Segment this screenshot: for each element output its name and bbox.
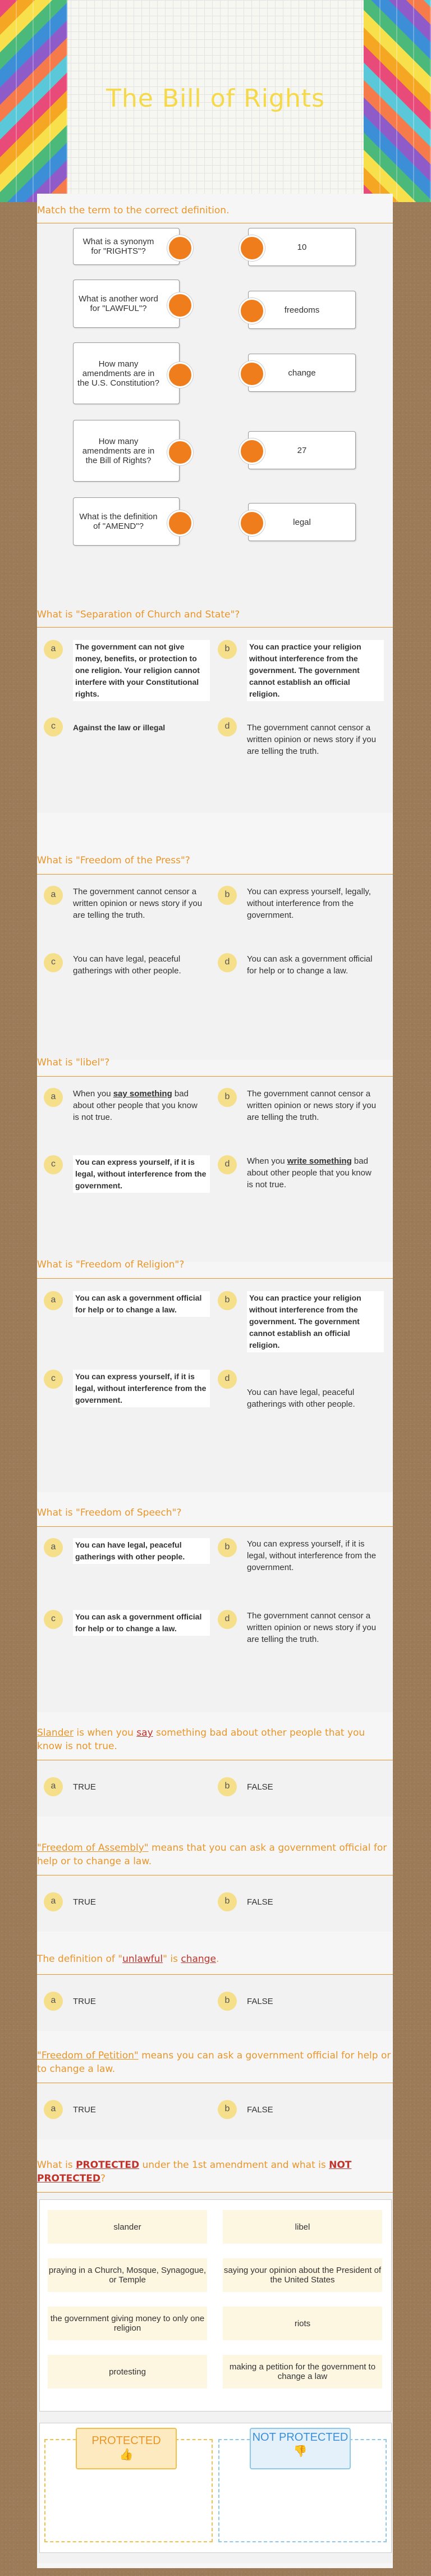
sort-item[interactable]: praying in a Church, Mosque, Synagogue, or Temple — [48, 2258, 207, 2292]
tf2-title — [37, 1841, 393, 1868]
sort-item[interactable]: saying your opinion about the President of the United States — [223, 2258, 382, 2292]
sort-box — [37, 2192, 393, 2563]
option-emphasis: say something — [113, 1089, 172, 1099]
option-text: The government cannot censor a written opinion or news story if you are telling the truth. — [247, 1089, 377, 1122]
option-text: You can express yourself, if it is legal, without interference from the government. — [73, 1155, 210, 1193]
tf3-option-true[interactable] — [44, 1992, 207, 2014]
match-right-1[interactable]: 10 — [248, 228, 356, 266]
match-handle-right-5[interactable] — [239, 510, 265, 536]
option-text: You can express yourself, legally, without interference from the government. — [247, 887, 371, 920]
q4-box — [37, 1278, 393, 1492]
protected-label-text: PROTECTED — [91, 2435, 161, 2447]
option-badge: a — [44, 886, 63, 905]
tf1-box — [37, 1760, 393, 1817]
match-handle-left-5[interactable] — [167, 510, 193, 536]
option-badge: b — [218, 886, 237, 905]
match-right-5[interactable]: legal — [248, 503, 356, 541]
option-text — [73, 1088, 205, 1123]
option-badge: c — [44, 1155, 63, 1174]
option-text: FALSE — [247, 1782, 273, 1792]
option-text: The government cannot censor a written opinion or news story if you are telling the truth. — [73, 887, 203, 920]
option-text: You can practice your religion without interference from the government. The government cannot establish an official religion. — [247, 1291, 384, 1352]
option-text: TRUE — [73, 2105, 96, 2115]
option-text: You can practice your religion without interference from the government. The government cannot establish an official religion. — [247, 640, 384, 701]
q3-title: What is "libel"? — [37, 1057, 110, 1068]
match-handle-right-2[interactable] — [239, 298, 265, 324]
tf2-term: "Freedom of Assembly" — [37, 1842, 149, 1854]
not-protected-label — [250, 2428, 351, 2469]
tf3-text: " is — [163, 1953, 181, 1965]
match-left-4[interactable]: How many amendments are in the Bill of Rights? — [73, 420, 180, 482]
tf3-text: The definition of " — [37, 1953, 123, 1965]
option-badge: b — [218, 1291, 237, 1310]
option-text: FALSE — [247, 1897, 273, 1907]
tf2-text: means that you can ask a government official for help or to change a law. — [37, 1842, 387, 1867]
option-badge: b — [218, 1892, 237, 1911]
thumbs-up-icon: 👍 — [119, 2449, 134, 2461]
sort-items-area — [39, 2199, 392, 2412]
option-text: TRUE — [73, 1897, 96, 1907]
not-protected-label-text: NOT PROTECTED — [252, 2431, 349, 2444]
tf3-term: unlawful — [122, 1953, 163, 1965]
sort-item[interactable]: making a petition for the government to change a law — [223, 2355, 382, 2389]
option-text: The government cannot censor a written opinion or news story if you are telling the truth. — [247, 723, 377, 756]
content-panel — [37, 194, 393, 2568]
option-badge: d — [218, 1370, 237, 1389]
option-text: You can express yourself, if it is legal, without interference from the government. — [247, 1539, 377, 1572]
option-badge: b — [218, 1992, 237, 2011]
match-right-4[interactable]: 27 — [248, 431, 356, 469]
match-left-3[interactable]: How many amendments are in the U.S. Constitution? — [73, 342, 180, 404]
match-area — [37, 223, 393, 628]
option-badge: a — [44, 1892, 63, 1911]
tf3-text: . — [216, 1953, 219, 1965]
option-badge: c — [44, 953, 63, 972]
option-text: TRUE — [73, 1997, 96, 2006]
match-right-2[interactable]: freedoms — [248, 291, 356, 329]
option-badge: d — [218, 1155, 237, 1174]
thumbs-down-icon: 👎 — [293, 2445, 308, 2458]
tf2-option-true[interactable] — [44, 1892, 207, 1915]
option-badge: a — [44, 2100, 63, 2119]
option-text — [247, 1155, 379, 1191]
q1-box — [37, 627, 393, 813]
option-text: The government can not give money, benefits, or protection to one religion. Your religion cannot interfere with your Constitutional rights. — [73, 640, 210, 701]
option-badge: c — [44, 1370, 63, 1389]
header-banner — [0, 0, 431, 202]
tf1-text: something bad about other people that you know is not true. — [37, 1727, 365, 1752]
option-badge: b — [218, 640, 237, 659]
q2-box — [37, 874, 393, 1060]
option-badge: d — [218, 953, 237, 972]
sort-item[interactable]: libel — [223, 2210, 382, 2244]
tf3-emphasis: change — [181, 1953, 216, 1965]
match-prompt: Match the term to the correct definition. — [37, 205, 230, 216]
option-text: You can have legal, peaceful gatherings with other people. — [73, 954, 181, 976]
match-left-2[interactable]: What is another word for "LAWFUL"? — [73, 280, 180, 328]
tf3-option-false[interactable] — [218, 1992, 380, 2014]
tf1-emphasis: say — [136, 1727, 153, 1738]
option-badge: d — [218, 1610, 237, 1629]
match-handle-right-1[interactable] — [239, 235, 265, 261]
option-badge: c — [44, 1610, 63, 1629]
sort-item[interactable]: slander — [48, 2210, 207, 2244]
tf1-text: is when you — [73, 1727, 137, 1738]
tf4-title — [37, 2049, 393, 2076]
tf1-option-false[interactable] — [218, 1777, 380, 1800]
option-badge: a — [44, 1992, 63, 2011]
sort-title — [37, 2158, 393, 2185]
match-handle-right-3[interactable] — [239, 361, 265, 387]
tf4-box — [37, 2083, 393, 2139]
q3-box — [37, 1076, 393, 1262]
option-text: You can ask a government official for help or to change a law. — [73, 1610, 210, 1636]
match-handle-left-1[interactable] — [167, 235, 193, 261]
tf4-text: means you can ask a government official for help or to change a law. — [37, 2050, 391, 2075]
option-text: FALSE — [247, 2105, 273, 2115]
q2-title: What is "Freedom of the Press"? — [37, 855, 190, 866]
option-text: Against the law or illegal — [73, 723, 166, 732]
option-text: You can have legal, peaceful gatherings with other people. — [247, 1388, 355, 1409]
tf1-term: Slander — [37, 1727, 74, 1738]
option-text: You can express yourself, if it is legal, without interference from the government. — [73, 1370, 210, 1407]
q5-box — [37, 1526, 393, 1712]
match-handle-left-4[interactable] — [167, 440, 193, 465]
sort-text: ? — [100, 2173, 106, 2184]
option-badge: b — [218, 1088, 237, 1107]
option-badge: b — [218, 2100, 237, 2119]
q1-title: What is "Separation of Church and State"? — [37, 609, 240, 620]
option-badge: a — [44, 1777, 63, 1796]
tf3-box — [37, 1974, 393, 2031]
sort-text: What is — [37, 2159, 76, 2171]
match-right-3[interactable]: change — [248, 354, 356, 392]
option-text-part: When you — [247, 1156, 287, 1166]
option-badge: b — [218, 1538, 237, 1557]
tf1-option-true[interactable] — [44, 1777, 207, 1800]
option-badge: c — [44, 717, 63, 736]
option-badge: b — [218, 1777, 237, 1796]
match-left-5[interactable]: What is the definition of "AMEND"? — [73, 497, 180, 546]
tf2-option-false[interactable] — [218, 1892, 380, 1915]
match-handle-right-4[interactable] — [239, 438, 265, 464]
tf1-title — [37, 1726, 393, 1753]
sort-item[interactable]: the government giving money to only one religion — [48, 2307, 207, 2340]
sort-emphasis: PROTECTED — [76, 2159, 140, 2171]
option-badge: a — [44, 1088, 63, 1107]
sort-text: under the 1st amendment and what is — [139, 2159, 329, 2171]
sort-item[interactable]: riots — [223, 2307, 382, 2340]
match-handle-left-3[interactable] — [167, 362, 193, 388]
sort-emphasis: NOT PROTECTED — [37, 2159, 352, 2184]
option-badge: a — [44, 640, 63, 659]
option-emphasis: write something — [287, 1156, 352, 1166]
option-text: The government cannot censor a written opinion or news story if you are telling the truth. — [247, 1611, 377, 1644]
sort-item[interactable]: protesting — [48, 2355, 207, 2389]
option-text-part: bad about other people that you know is not true. — [247, 1156, 372, 1189]
q5-title: What is "Freedom of Speech"? — [37, 1507, 182, 1518]
option-text: You can have legal, peaceful gatherings with other people. — [73, 1538, 210, 1564]
page-title: The Bill of Rights — [106, 84, 325, 113]
tf3-title — [37, 1953, 393, 1965]
sort-drop-row — [39, 2423, 392, 2553]
option-text: FALSE — [247, 1997, 273, 2006]
tf4-option-true[interactable] — [44, 2100, 207, 2122]
option-text: You can ask a government official for help or to change a law. — [73, 1291, 210, 1317]
tf2-box — [37, 1875, 393, 1932]
match-handle-left-2[interactable] — [167, 292, 193, 318]
match-left-1[interactable]: What is a synonym for "RIGHTS"? — [73, 228, 180, 265]
protected-label — [76, 2428, 177, 2469]
option-text-part: bad about other people that you know is not true. — [73, 1089, 198, 1122]
q4-title: What is "Freedom of Religion"? — [37, 1259, 185, 1270]
option-badge: a — [44, 1291, 63, 1310]
option-text: You can ask a government official for help or to change a law. — [247, 954, 373, 976]
tf4-option-false[interactable] — [218, 2100, 380, 2122]
tf4-term: "Freedom of Petition" — [37, 2050, 139, 2061]
option-badge: a — [44, 1538, 63, 1557]
option-text-part: When you — [73, 1089, 113, 1099]
option-badge: d — [218, 717, 237, 736]
option-text: TRUE — [73, 1782, 96, 1792]
